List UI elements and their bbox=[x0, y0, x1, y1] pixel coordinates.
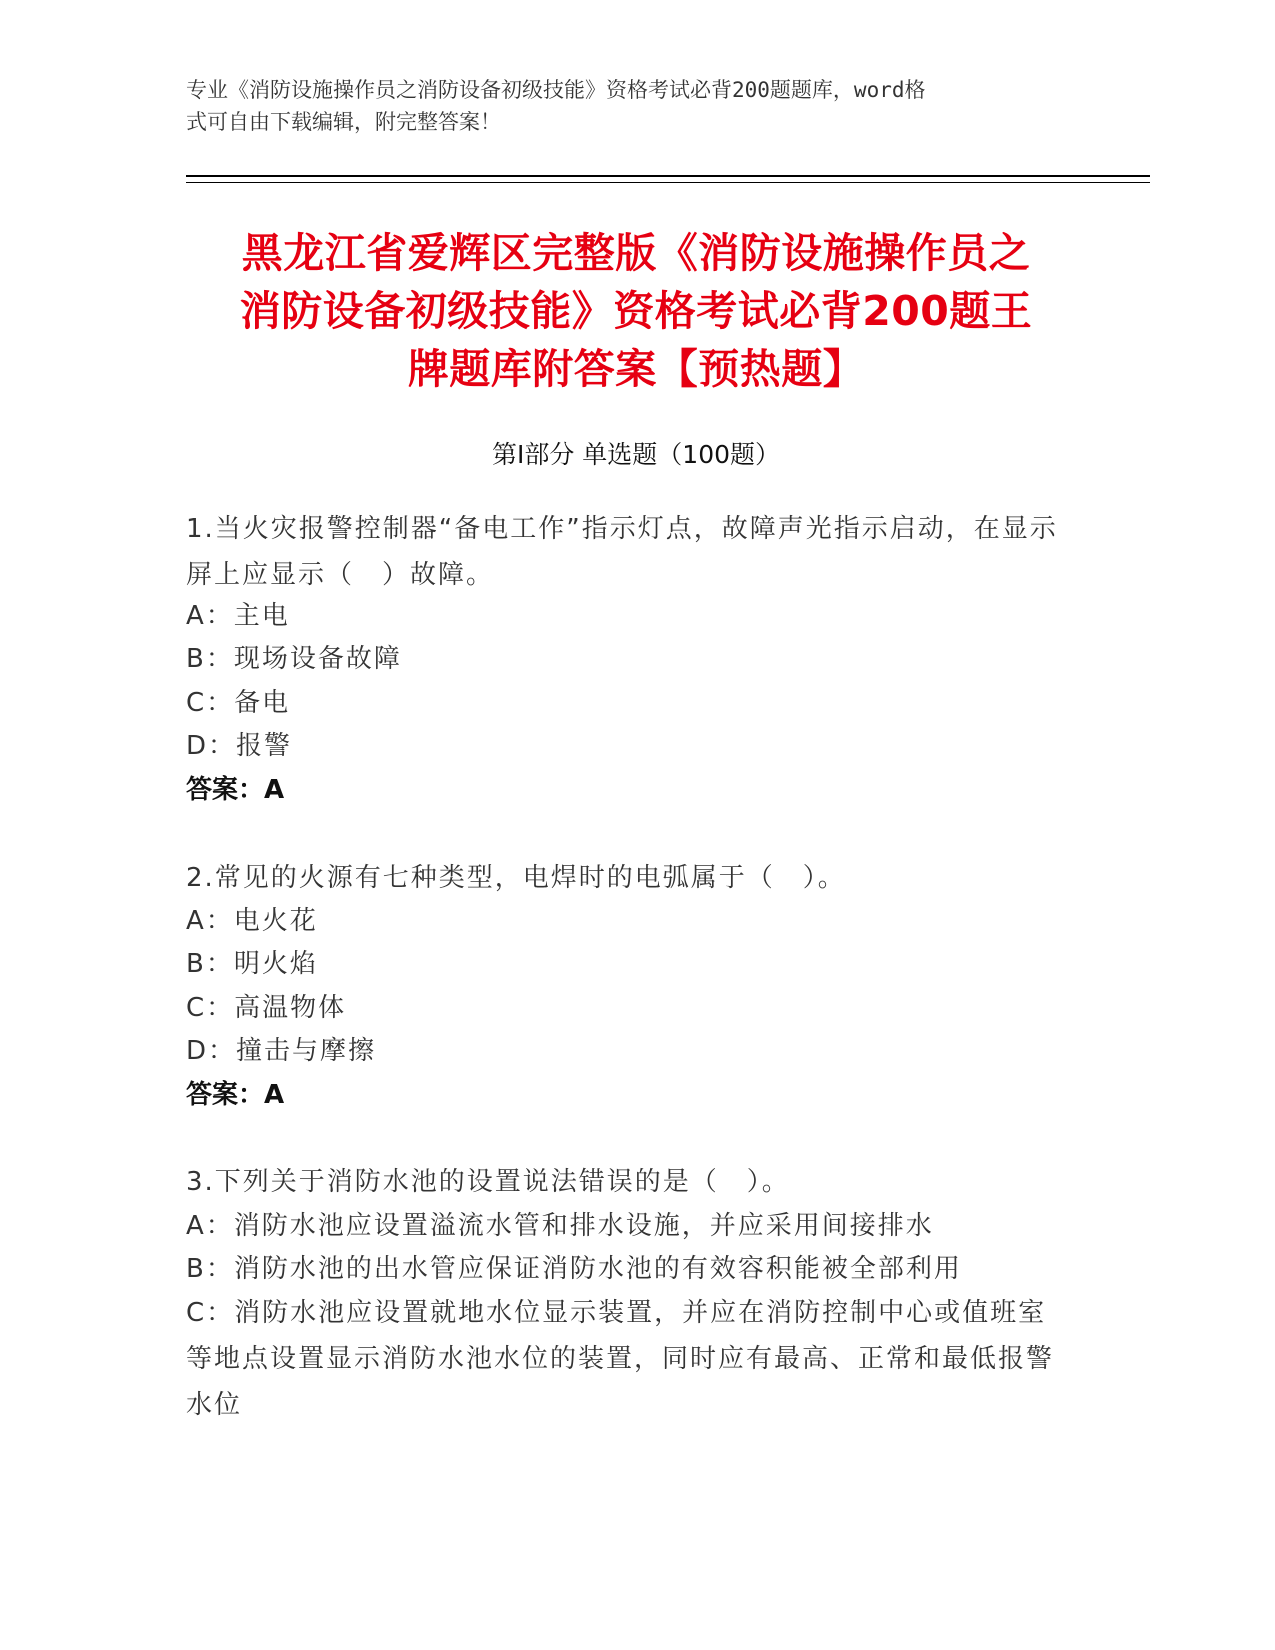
question-1-text: 1.当火灾报警控制器“备电工作”指示灯点，故障声光指示启动，在显示屏上应显示（ ）故障。 bbox=[186, 514, 1058, 590]
question-1-option-c: C：备电 bbox=[186, 688, 291, 718]
question-2-option-a: A：电火花 bbox=[186, 906, 318, 936]
question-3-text: 3.下列关于消防水池的设置说法错误的是（ ）。 bbox=[186, 1167, 790, 1197]
question-1-option-a: A：主电 bbox=[186, 601, 290, 631]
header-divider-thin bbox=[186, 182, 1150, 183]
section-heading: 第Ⅰ部分 单选题（100题） bbox=[491, 440, 781, 469]
document-title-line-1: 黑龙江省爱辉区完整版《消防设施操作员之 bbox=[241, 229, 1031, 277]
question-3-option-b: B：消防水池的出水管应保证消防水池的有效容积能被全部利用 bbox=[186, 1254, 962, 1284]
header-divider-thick bbox=[186, 175, 1150, 177]
question-1-option-b: B：现场设备故障 bbox=[186, 644, 402, 674]
header-note-line-1: 专业《消防设施操作员之消防设备初级技能》资格考试必背200题题库，word格 bbox=[186, 78, 926, 102]
question-2-option-b: B：明火焰 bbox=[186, 949, 318, 979]
document-title-line-3: 牌题库附答案【预热题】 bbox=[407, 345, 865, 393]
question-2-option-c: C：高温物体 bbox=[186, 993, 347, 1023]
document-title-line-2: 消防设备初级技能》资格考试必背200题王 bbox=[239, 287, 1033, 335]
document-title bbox=[186, 224, 1086, 398]
question-1-option-d: D：报警 bbox=[186, 731, 293, 761]
question-2-answer: 答案：A bbox=[186, 1080, 285, 1110]
header-note bbox=[186, 74, 1086, 138]
question-2-option-d: D：撞击与摩擦 bbox=[186, 1036, 377, 1066]
question-1-answer: 答案：A bbox=[186, 775, 285, 805]
question-3-option-c: C：消防水池应设置就地水位显示装置，并应在消防控制中心或值班室等地点设置显示消防水池水位的装置，同时应有最高、正常和最低报警水位 bbox=[186, 1298, 1055, 1420]
question-3-option-a: A：消防水池应设置溢流水管和排水设施，并应采用间接排水 bbox=[186, 1211, 934, 1241]
question-2-text: 2.常见的火源有七种类型，电焊时的电弧属于（ ）。 bbox=[186, 863, 846, 893]
header-note-line-2: 式可自由下载编辑，附完整答案！ bbox=[186, 110, 501, 134]
